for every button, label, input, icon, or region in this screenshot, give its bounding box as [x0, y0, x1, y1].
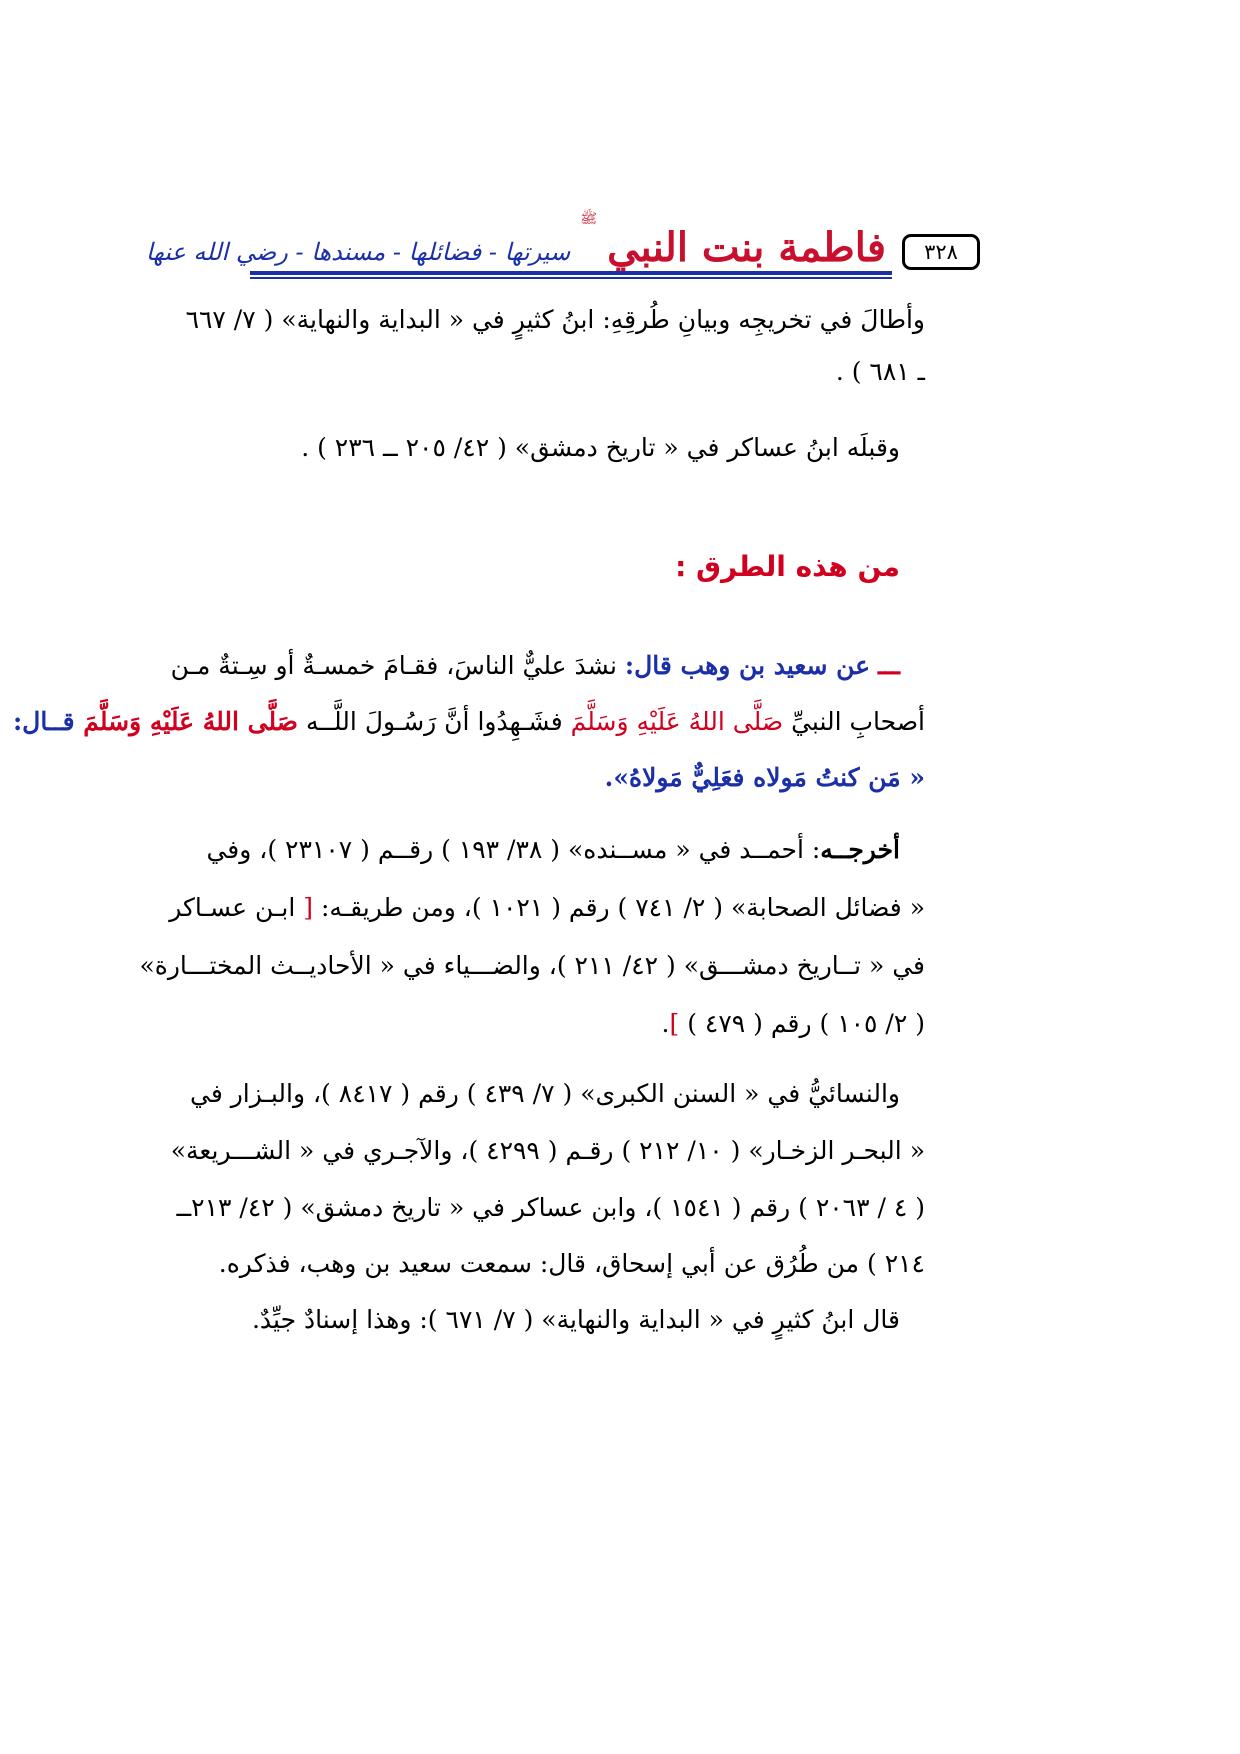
- takhrij-line: [169, 888, 925, 928]
- page-header: [145, 204, 990, 294]
- salawat-mark: صَلَّى اللهُ عَلَيْهِ وَسَلَّمَ: [83, 707, 299, 736]
- takhrij-line: [250, 1004, 925, 1044]
- hadith-narrator: عن سعيد بن وهب قال:: [624, 651, 871, 680]
- takhrij-label: أخرجــه: [820, 835, 900, 864]
- bracket-open: [: [303, 893, 313, 922]
- hadith-qala: قــال:: [12, 707, 84, 736]
- nasai-line: والنسائيُّ في « السنن الكبرى» ( ٧/ ٤٣٩ ) رقم ( ٨٤١٧ )، والبـزار في: [189, 1079, 900, 1108]
- page-number: ٣٢٨: [902, 234, 980, 270]
- hadith-text: أصحابِ النبيِّ: [783, 707, 925, 736]
- honorific-mark: ﷺ: [580, 211, 598, 227]
- paragraph-line: وقبلَه ابنُ عساكر في « تاريخ دمشق» ( ٤٢/ ٢٠٥ ــ ٢٣٦ ) .: [301, 433, 900, 462]
- hadith-line: [12, 702, 925, 742]
- takhrij-text: ابـن عسـاكر: [169, 893, 304, 922]
- ibn-kathir-line: قال ابنُ كثيرٍ في « البداية والنهاية» ( ٧/ ٦٧١ ): وهذا إسنادٌ جيِّدٌ.: [251, 1305, 900, 1334]
- hadith-line: [170, 646, 900, 686]
- header-rule-thick: [250, 271, 892, 275]
- nasai-line: ( ٤ / ٢٠٦٣ ) رقم ( ١٥٤١ )، وابن عساكر في « تاريخ دمشق» ( ٤٢/ ٢١٣ــ: [176, 1193, 925, 1222]
- takhrij-line: في « تــاريخ دمشـــق» ( ٤٢/ ٢١١ )، والضـــياء في « الأحاديــث المختـــارة»: [139, 951, 925, 980]
- paragraph-line: ـ ٦٨١ ) .: [835, 357, 925, 386]
- takhrij-text: : أحمــد في « مســنده» ( ٣٨/ ١٩٣ ) رقــم ( ٢٣١٠٧ )، وفي: [206, 835, 821, 864]
- book-subtitle: سيرتها - فضائلها - مسندها - رضي الله عنها: [145, 238, 571, 266]
- takhrij-text: « فضائل الصحابة» ( ٢/ ٧٤١ ) رقم ( ١٠٢١ )، ومن طريقـه:: [313, 893, 925, 922]
- hadith-dash: ـــ: [878, 651, 900, 680]
- header-rule-thin: [250, 277, 892, 279]
- salawat-mark: صَلَّى اللهُ عَلَيْهِ وَسَلَّمَ: [570, 707, 784, 736]
- paragraph-line: وأطالَ في تخريجِه وبيانِ طُرقِهِ: ابنُ كثيرٍ في « البداية والنهاية» ( ٧/ ٦٦٧: [185, 305, 925, 334]
- nasai-line: ٢١٤ ) من طُرُق عن أبي إسحاق، قال: سمعت سعيد بن وهب، فذكره.: [218, 1249, 925, 1278]
- hadith-text: نشدَ عليٌّ الناسَ، فقـامَ خمسـةٌ أو سِـتةٌ مـن: [170, 651, 625, 680]
- section-heading: [250, 547, 900, 588]
- section-heading-text: من هذه الطرق :: [675, 550, 900, 583]
- bracket-close: ]: [669, 1009, 680, 1038]
- takhrij-text: ( ٢/ ١٠٥ ) رقم ( ٤٧٩ ): [679, 1009, 925, 1038]
- hadith-quote: « مَن كنتُ مَولاه فعَلِيٌّ مَولاهُ».: [604, 763, 925, 792]
- nasai-line: « البحـر الزخـار» ( ١٠/ ٢١٢ ) رقـم ( ٤٢٩٩ )، والآجـري في « الشـــريعة»: [170, 1136, 925, 1165]
- takhrij-line: [206, 830, 900, 870]
- book-title-main: فاطمة بنت النبي: [607, 224, 886, 271]
- takhrij-text: .: [661, 1009, 670, 1038]
- book-title: [145, 208, 886, 271]
- hadith-line: [250, 758, 925, 798]
- hadith-text: فشَـهِدُوا أنَّ رَسُـولَ اللَّــه: [298, 707, 571, 736]
